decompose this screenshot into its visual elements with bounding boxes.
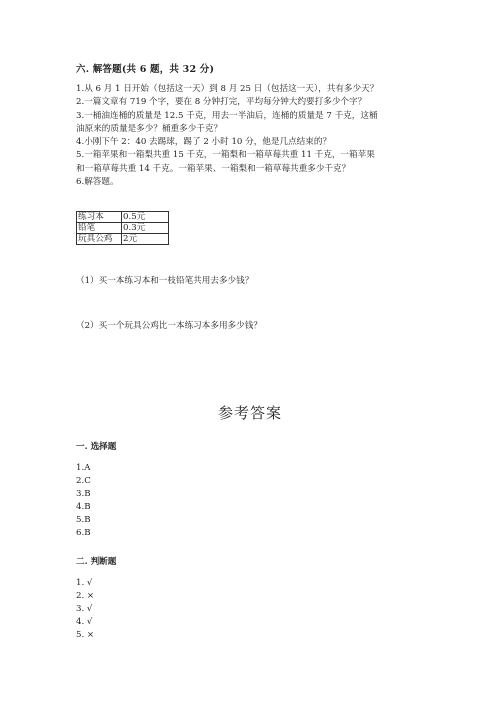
answer-item: 2. × <box>76 591 95 601</box>
item-cell: 练习本 <box>77 212 122 223</box>
question-list <box>76 83 436 189</box>
answer-item: 6.B <box>76 528 91 538</box>
section-heading: 六. 解答题(共 6 题，共 32 分) <box>76 64 215 75</box>
answer-item: 1. √ <box>76 578 93 588</box>
choice-section-heading: 一. 选择题 <box>76 442 117 452</box>
choice-answer-list <box>76 462 91 540</box>
judge-answer-list <box>76 577 94 642</box>
answer-item: 3.B <box>76 489 91 499</box>
answer-key-title: 参考答案 <box>217 404 282 422</box>
price-cell: 0.3元 <box>122 223 169 234</box>
question-line: 2.一篇文章有 719 个字，要在 8 分钟打完，平均每分钟大约要打多少个字？ <box>76 97 367 108</box>
table-row <box>77 212 169 223</box>
question-line: 6.解答题。 <box>76 177 119 188</box>
answer-item: 4. √ <box>76 617 93 627</box>
sub-question-1: （1）买一本练习本和一枝铅笔共用去多少钱？ <box>76 276 254 286</box>
price-cell: 2元 <box>122 234 169 245</box>
item-cell: 玩具公鸡 <box>77 234 122 245</box>
question-line: 5.一箱苹果和一箱梨共重 15 千克，一箱梨和一箱草莓共重 11 千克，一箱苹果 <box>76 150 375 161</box>
question-line: 1.从 6 月 1 日开始（包括这一天）到 8 月 25 日（包括这一天），共有多少天？ <box>76 84 379 94</box>
answer-item: 4.B <box>76 502 91 512</box>
answer-item: 1.A <box>76 463 91 473</box>
table-row <box>77 223 169 234</box>
question-line: 4.小刚下午 2：40 去踢球，踢了 2 小时 10 分，他是几点结束的？ <box>76 137 332 148</box>
table-row <box>77 234 169 245</box>
answer-item: 5. × <box>76 630 95 640</box>
answer-item: 2.C <box>76 476 91 486</box>
answer-item: 5.B <box>76 515 91 525</box>
question-line: 3.一桶油连桶的质量是 12.5 千克，用去一半油后，连桶的质量是 7 千克，这桶 <box>76 110 378 121</box>
judge-section-heading: 二. 判断题 <box>76 557 117 567</box>
question-line: 和一箱草莓共重 14 千克。一箱苹果、一箱梨和一箱草莓共重多少千克？ <box>76 163 351 174</box>
sub-question-2: （2）买一个玩具公鸡比一本练习本多用多少钱？ <box>76 321 262 331</box>
price-cell: 0.5元 <box>122 212 169 223</box>
item-cell: 铅笔 <box>77 223 122 234</box>
question-line: 油原来的质量是多少？桶重多少千克？ <box>76 123 223 134</box>
price-table <box>76 211 169 245</box>
answer-item: 3. √ <box>76 604 93 614</box>
